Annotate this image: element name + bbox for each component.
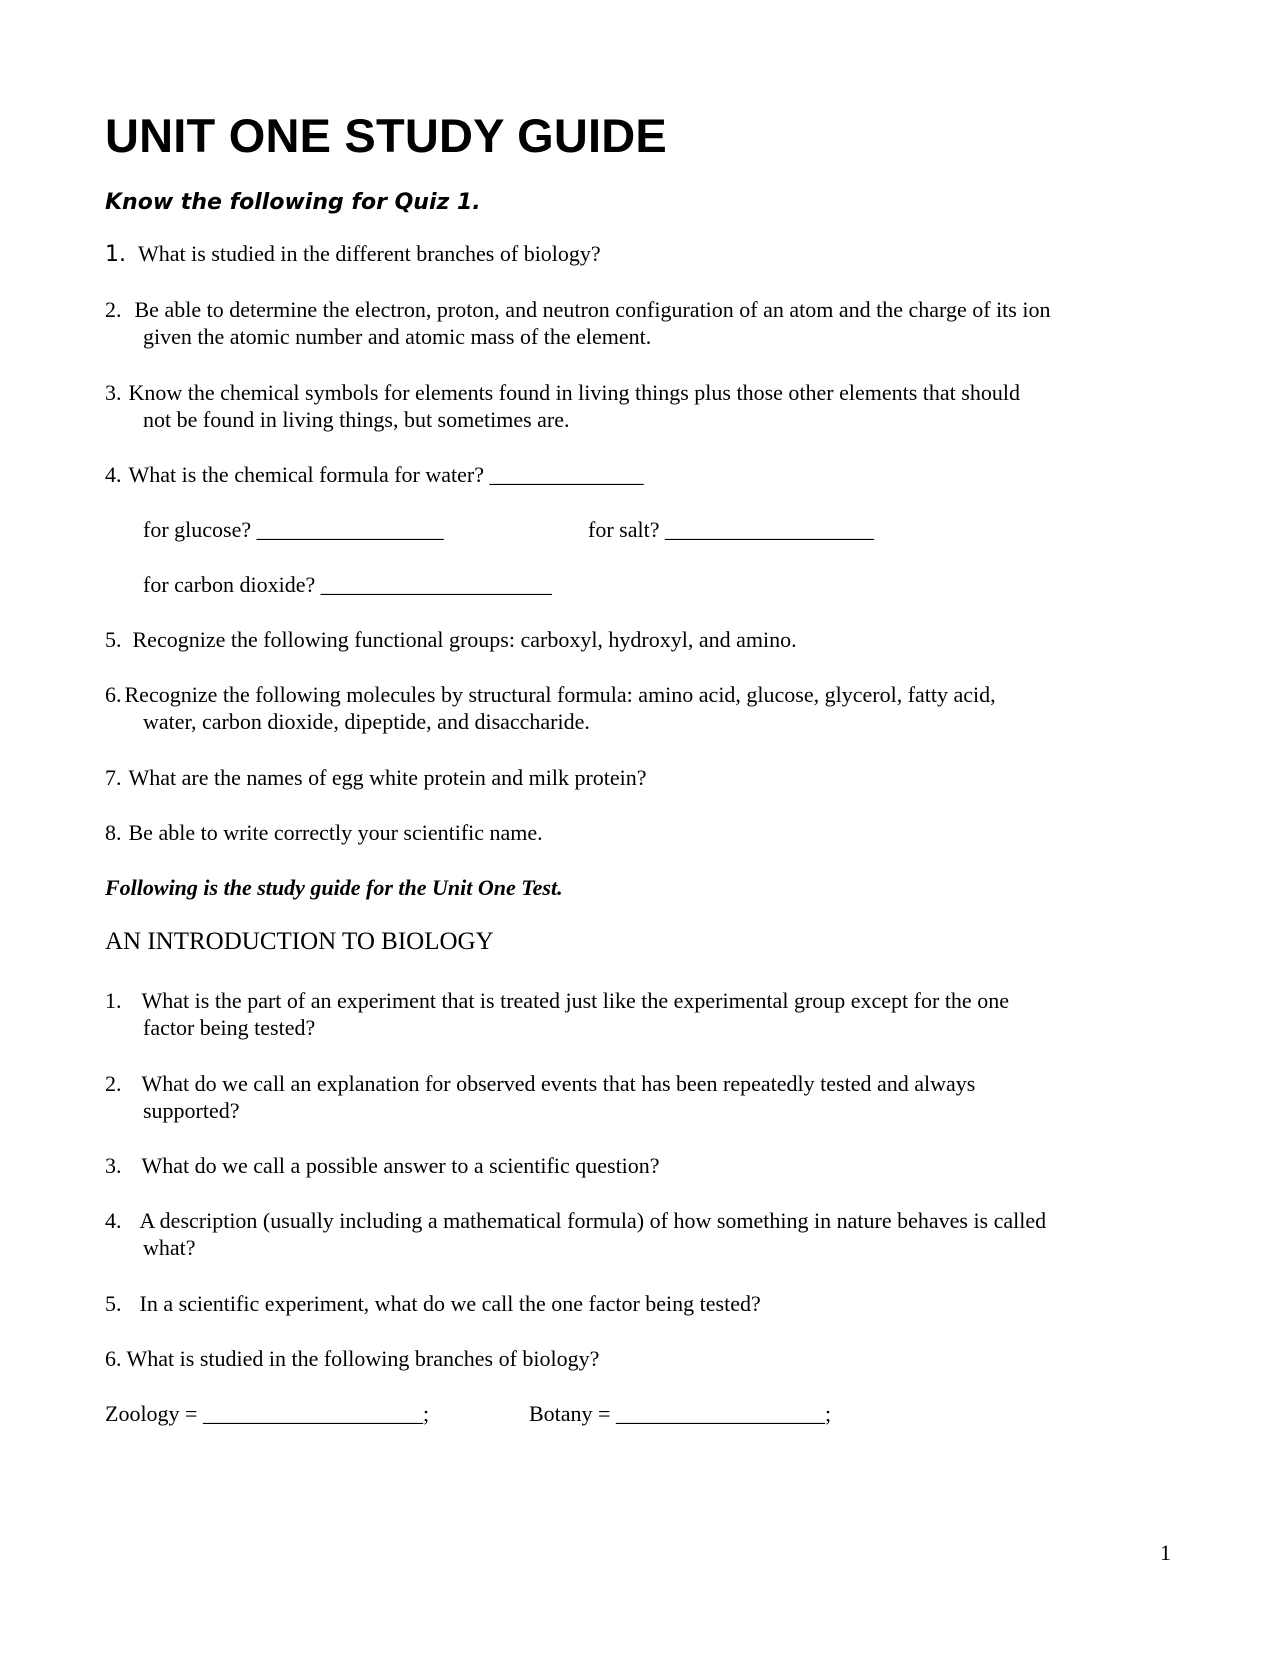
test-intro: Following is the study guide for the Unit One Test. bbox=[105, 875, 563, 900]
page-title: UNIT ONE STUDY GUIDE bbox=[105, 109, 667, 162]
quiz-item-6-continuation: water, carbon dioxide, dipeptide, and disaccharide. bbox=[143, 709, 590, 734]
test-item-1: 1. What is the part of an experiment that is treated just like the experimental group except for the one bbox=[105, 988, 1009, 1013]
quiz-item-4: 4. What is the chemical formula for water? ______________ bbox=[105, 462, 644, 487]
quiz-item-3: 3. Know the chemical symbols for elements found in living things plus those other elements that should bbox=[105, 380, 1020, 405]
document-page bbox=[105, 0, 1185, 1656]
page-number: 1 bbox=[1160, 1540, 1171, 1565]
test-item-3: 3. What do we call a possible answer to a scientific question? bbox=[105, 1153, 660, 1178]
test-item-4: 4. A description (usually including a mathematical formula) of how something in nature behaves is called bbox=[105, 1208, 1047, 1233]
quiz-item-5: 5. Recognize the following functional groups: carboxyl, hydroxyl, and amino. bbox=[105, 627, 797, 652]
formula-glucose-blank: for glucose? _________________ bbox=[143, 517, 444, 542]
formula-co2-blank: for carbon dioxide? _____________________ bbox=[143, 572, 552, 597]
quiz-item-1: 1. What is studied in the different branches of biology? bbox=[105, 241, 601, 267]
quiz-item-3-continuation: not be found in living things, but sometimes are. bbox=[143, 407, 570, 432]
test-item-2: 2. What do we call an explanation for observed events that has been repeatedly tested and always bbox=[105, 1071, 976, 1096]
quiz-subtitle: Know the following for Quiz 1. bbox=[105, 190, 481, 215]
quiz-item-2: 2. Be able to determine the electron, proton, and neutron configuration of an atom and the charge of its ion bbox=[105, 297, 1051, 322]
zoology-blank: Zoology = ____________________; bbox=[105, 1401, 430, 1426]
test-item-1-continuation: factor being tested? bbox=[143, 1015, 316, 1040]
test-item-4-continuation: what? bbox=[143, 1235, 196, 1260]
section-heading: AN INTRODUCTION TO BIOLOGY bbox=[105, 928, 494, 955]
quiz-item-2-continuation: given the atomic number and atomic mass of the element. bbox=[143, 324, 652, 349]
quiz-item-8: 8. Be able to write correctly your scientific name. bbox=[105, 820, 543, 845]
test-item-2-continuation: supported? bbox=[143, 1098, 240, 1123]
botany-blank: Botany = ___________________; bbox=[529, 1401, 832, 1426]
test-item-6: 6. What is studied in the following branches of biology? bbox=[105, 1346, 600, 1371]
quiz-item-7: 7. What are the names of egg white protein and milk protein? bbox=[105, 765, 647, 790]
test-item-5: 5. In a scientific experiment, what do we call the one factor being tested? bbox=[105, 1291, 761, 1316]
quiz-item-6: 6. Recognize the following molecules by structural formula: amino acid, glucose, glycerol, fatty acid, bbox=[105, 682, 996, 707]
formula-salt-blank: for salt? ___________________ bbox=[588, 517, 874, 542]
